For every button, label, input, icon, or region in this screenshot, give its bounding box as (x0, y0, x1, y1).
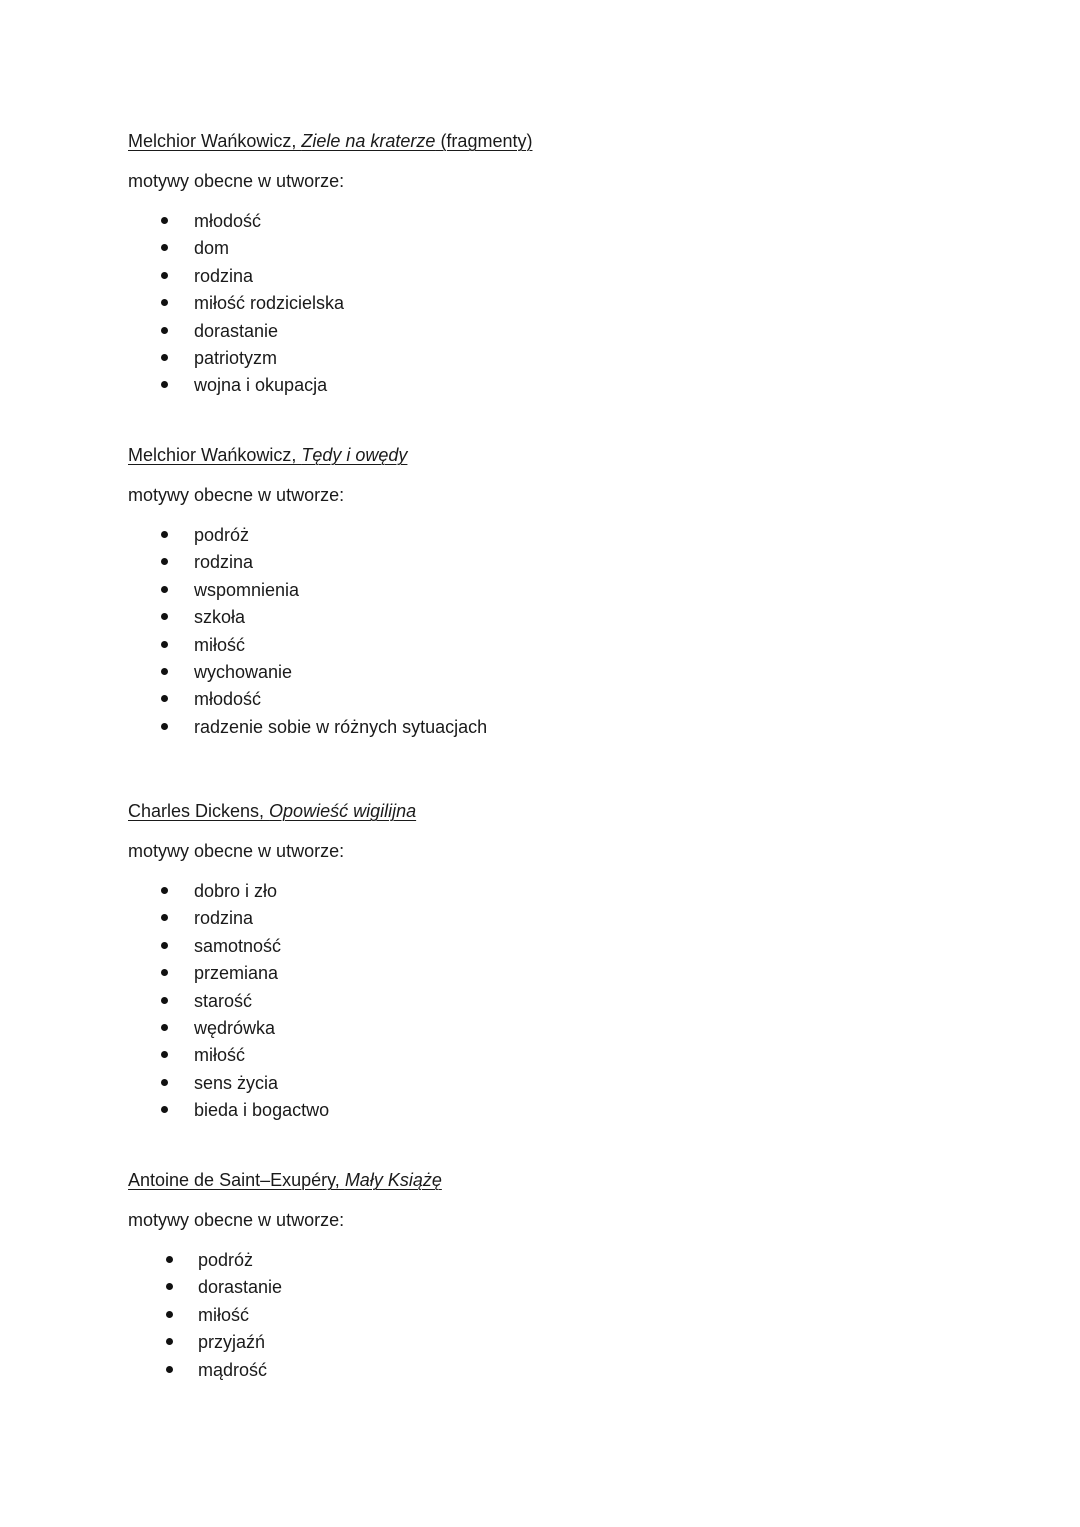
list-item-label: rodzina (194, 265, 254, 286)
section-maly-ksiaze (128, 1169, 928, 1385)
list-item (128, 1303, 928, 1330)
motif-list (128, 879, 928, 1126)
bullet-icon (161, 997, 168, 1004)
list-item-label: radzenie sobie w różnych sytuacjach (194, 716, 488, 737)
list-item-label: młodość (194, 689, 262, 710)
bullet-icon (161, 942, 168, 949)
bullet-icon (161, 354, 168, 361)
bullet-icon (161, 695, 168, 702)
bullet-icon (161, 272, 168, 279)
list-item (128, 961, 928, 988)
list-item (128, 1248, 928, 1275)
list-item-label: wspomnienia (194, 579, 300, 600)
section-ziele-na-kraterze (128, 130, 928, 401)
bullet-icon (161, 723, 168, 730)
list-item (128, 934, 928, 961)
list-item (128, 660, 928, 687)
list-item-label: miłość (194, 634, 246, 655)
bullet-icon (161, 381, 168, 388)
list-item-label: rodzina (194, 908, 254, 929)
list-item (128, 264, 928, 291)
bullet-icon (166, 1366, 173, 1373)
list-item (128, 1275, 928, 1302)
heading-title: Mały Książę (344, 1170, 442, 1190)
list-item-label: mądrość (198, 1359, 268, 1380)
motif-list (128, 523, 928, 742)
bullet-icon (161, 914, 168, 921)
list-item-label: bieda i bogactwo (194, 1100, 330, 1121)
bullet-icon (166, 1283, 173, 1290)
bullet-icon (161, 668, 168, 675)
heading-author: Melchior Wańkowicz, (128, 131, 302, 151)
list-item (128, 346, 928, 373)
heading-title: Opowieść wigilijna (269, 801, 417, 821)
bullet-icon (166, 1311, 173, 1318)
list-item-label: dorastanie (198, 1277, 283, 1298)
heading-title: Ziele na kraterze (301, 131, 436, 151)
list-item-label: podróż (198, 1250, 254, 1270)
bullet-icon (161, 217, 168, 224)
list-item (128, 1016, 928, 1043)
list-item (128, 291, 928, 318)
list-item (128, 1098, 928, 1125)
list-item-label: sens życia (194, 1072, 279, 1093)
list-item-label: dorastanie (194, 320, 279, 341)
section-intro: motywy obecne w utworze: (128, 485, 345, 505)
bullet-icon (166, 1256, 173, 1263)
list-item-label: patriotyzm (194, 347, 278, 368)
section-intro: motywy obecne w utworze: (128, 171, 345, 191)
section-opowiesc-wigilijna (128, 800, 928, 1126)
list-item (128, 578, 928, 605)
list-item-label: dom (194, 238, 230, 259)
bullet-icon (161, 1106, 168, 1113)
list-item-label: miłość rodzicielska (194, 293, 345, 314)
heading-author: Melchior Wańkowicz, (128, 445, 302, 465)
bullet-icon (161, 244, 168, 251)
bullet-icon (161, 531, 168, 538)
section-heading (128, 1169, 928, 1191)
section-heading (128, 444, 928, 466)
bullet-icon (161, 1051, 168, 1058)
bullet-icon (161, 887, 168, 894)
list-item (128, 1071, 928, 1098)
section-intro: motywy obecne w utworze: (128, 841, 345, 861)
list-item-label: dobro i zło (194, 881, 278, 901)
section-tedy-i-owedy (128, 444, 928, 742)
list-item (128, 1330, 928, 1357)
list-item (128, 523, 928, 550)
list-item-label: miłość (198, 1304, 250, 1325)
bullet-icon (161, 558, 168, 565)
bullet-icon (161, 586, 168, 593)
heading-author: Antoine de Saint–Exupéry, (128, 1170, 345, 1190)
bullet-icon (161, 969, 168, 976)
bullet-icon (161, 327, 168, 334)
list-item (128, 633, 928, 660)
section-heading (128, 130, 928, 152)
list-item (128, 687, 928, 714)
list-item (128, 1358, 928, 1385)
list-item-label: podróż (194, 525, 250, 545)
bullet-icon (161, 613, 168, 620)
list-item-label: wędrówka (194, 1017, 276, 1038)
list-item (128, 373, 928, 400)
list-item-label: przemiana (194, 963, 279, 984)
list-item (128, 605, 928, 632)
section-intro: motywy obecne w utworze: (128, 1210, 345, 1230)
bullet-icon (161, 1024, 168, 1031)
section-heading (128, 800, 928, 822)
motif-list (128, 209, 928, 401)
heading-suffix: (fragmenty) (435, 131, 533, 151)
heading-author: Charles Dickens, (128, 801, 270, 821)
list-item-label: szkoła (194, 607, 246, 628)
list-item-label: miłość (194, 1045, 246, 1066)
motif-list (128, 1248, 928, 1385)
list-item-label: młodość (194, 211, 262, 231)
list-item-label: rodzina (194, 552, 254, 573)
list-item (128, 209, 928, 236)
bullet-icon (161, 299, 168, 306)
list-item-label: samotność (194, 935, 282, 956)
list-item-label: przyjaźń (198, 1332, 266, 1353)
list-item (128, 550, 928, 577)
bullet-icon (161, 641, 168, 648)
list-item (128, 319, 928, 346)
list-item (128, 906, 928, 933)
bullet-icon (166, 1338, 173, 1345)
list-item (128, 715, 928, 742)
list-item (128, 1043, 928, 1070)
list-item (128, 879, 928, 906)
heading-title: Tędy i owędy (301, 445, 408, 465)
list-item-label: wychowanie (194, 661, 293, 682)
list-item (128, 989, 928, 1016)
list-item-label: wojna i okupacja (194, 375, 328, 396)
list-item-label: starość (194, 990, 253, 1011)
list-item (128, 236, 928, 263)
bullet-icon (161, 1079, 168, 1086)
